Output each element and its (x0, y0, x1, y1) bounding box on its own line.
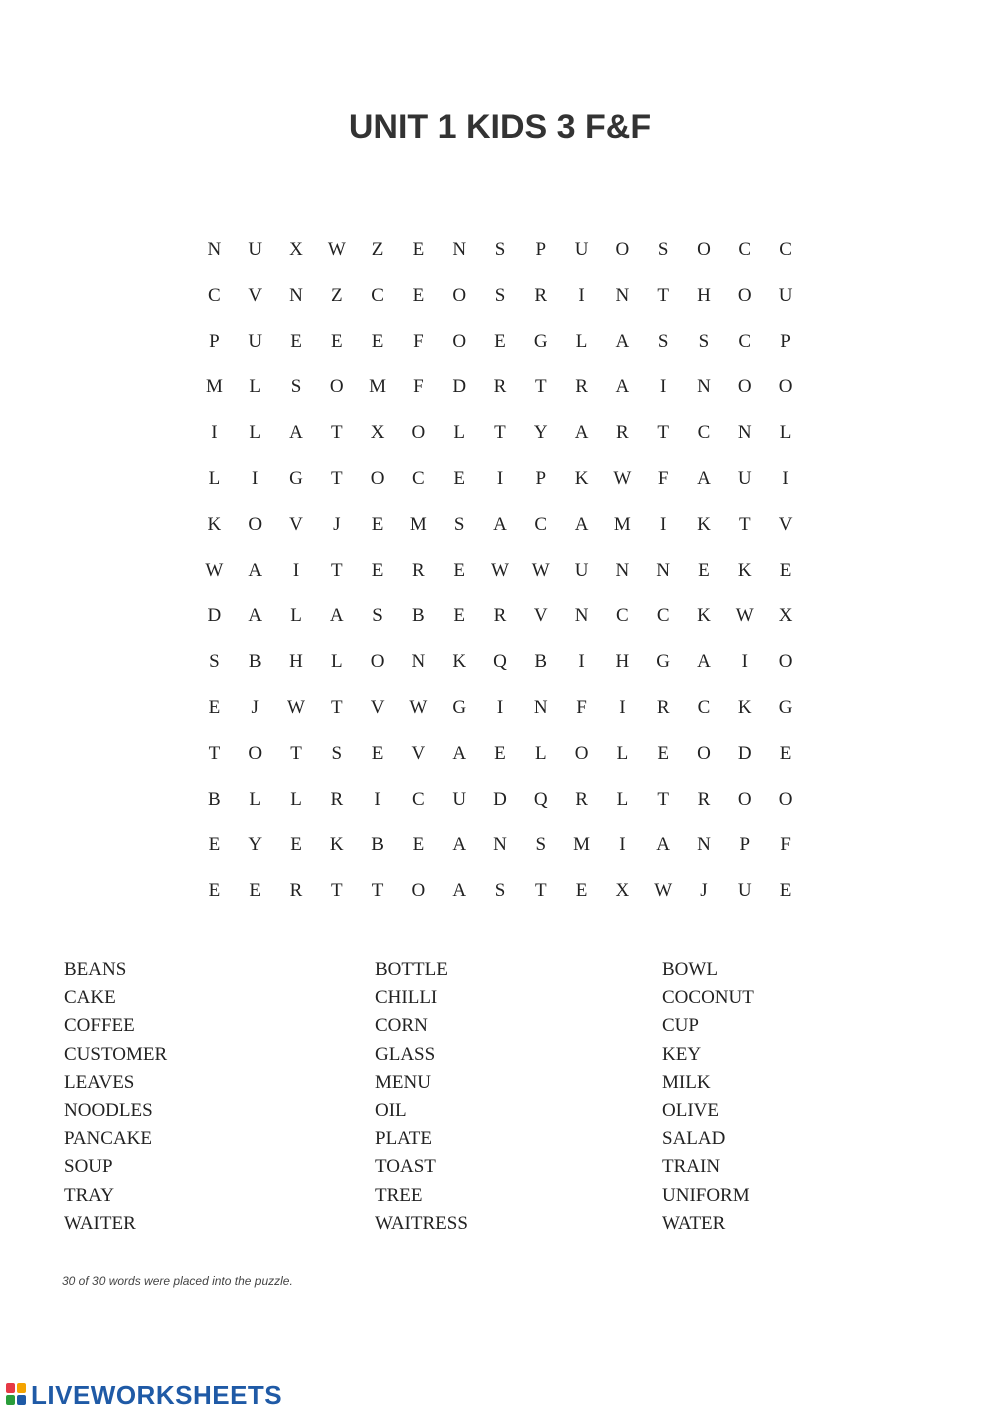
word-search-grid (194, 227, 806, 914)
grid-cell[interactable]: V (411, 742, 426, 764)
word-list-item: GLASS (375, 1043, 436, 1065)
grid-cell[interactable]: V (778, 513, 793, 535)
grid-cell[interactable]: A (615, 330, 630, 352)
grid-cell[interactable]: I (496, 696, 504, 718)
grid-cell[interactable]: N (452, 239, 467, 260)
grid-cell[interactable]: M (205, 376, 223, 398)
grid-cell[interactable]: N (737, 422, 752, 444)
grid-cell[interactable]: C (616, 605, 629, 627)
grid-cell[interactable]: R (289, 880, 303, 902)
grid-cell[interactable]: H (289, 651, 303, 673)
grid-cell[interactable]: L (330, 651, 343, 673)
grid-cell[interactable]: O (411, 880, 426, 902)
grid-cell[interactable]: E (412, 284, 425, 306)
grid-cell[interactable]: R (575, 788, 588, 810)
grid-cell[interactable]: K (697, 605, 711, 627)
grid-cell[interactable]: W (409, 696, 428, 718)
grid-cell[interactable]: O (778, 788, 793, 810)
logo-square-blue (17, 1395, 26, 1405)
grid-cell[interactable]: T (657, 284, 669, 306)
grid-cell[interactable]: E (290, 834, 302, 856)
grid-cell[interactable]: U (452, 788, 467, 810)
logo-text: LIVEWORKSHEETS (31, 1379, 283, 1410)
grid-cell[interactable]: N (615, 559, 630, 581)
grid-cell[interactable]: H (615, 651, 630, 673)
grid-cell[interactable]: I (374, 788, 381, 810)
grid-cell[interactable]: E (698, 559, 710, 581)
grid-cell[interactable]: N (411, 651, 426, 673)
grid-cell[interactable]: E (494, 330, 506, 352)
grid-cell[interactable]: I (292, 559, 300, 581)
word-list-item: SOUP (64, 1156, 113, 1178)
grid-cell[interactable]: F (576, 696, 587, 718)
grid-cell[interactable]: X (615, 880, 630, 902)
grid-cell[interactable]: S (209, 651, 220, 673)
grid-cell[interactable]: U (574, 239, 589, 260)
grid-cell[interactable]: O (697, 742, 711, 764)
grid-cell[interactable]: N (289, 284, 303, 306)
word-list-item: COCONUT (662, 987, 754, 1009)
grid-cell[interactable]: K (737, 696, 752, 718)
liveworksheets-logo-icon (6, 1383, 28, 1407)
grid-cell[interactable]: E (249, 880, 261, 902)
grid-cell[interactable]: L (575, 330, 588, 352)
word-list-item: CHILLI (375, 987, 438, 1009)
grid-cell[interactable]: O (615, 239, 630, 260)
word-list-item: MILK (662, 1071, 711, 1093)
grid-cell[interactable]: A (574, 513, 589, 535)
grid-cell[interactable]: M (613, 513, 631, 535)
grid-cell[interactable]: T (657, 422, 669, 444)
grid-cell[interactable]: E (779, 880, 792, 902)
grid-cell[interactable]: N (533, 696, 548, 718)
grid-cell[interactable]: O (697, 239, 711, 260)
grid-cell[interactable]: B (208, 788, 221, 810)
grid-cell[interactable]: G (452, 696, 467, 718)
grid-cell[interactable]: A (656, 834, 671, 856)
grid-cell[interactable]: F (413, 330, 424, 352)
grid-cell[interactable]: T (330, 696, 343, 718)
grid-cell[interactable]: W (205, 559, 224, 581)
grid-cell[interactable]: O (248, 742, 263, 764)
word-list-item: CUSTOMER (64, 1043, 168, 1065)
grid-cell[interactable]: U (248, 239, 263, 260)
grid-cell[interactable]: O (737, 284, 752, 306)
word-list-item: CAKE (64, 987, 116, 1009)
grid-cell[interactable]: O (248, 513, 263, 535)
grid-cell[interactable]: I (252, 467, 259, 489)
word-list-item: CORN (375, 1015, 428, 1037)
grid-cell[interactable]: E (494, 742, 506, 764)
grid-cell[interactable]: U (737, 467, 752, 489)
grid-cell[interactable]: T (534, 880, 547, 902)
grid-cell[interactable]: E (779, 559, 792, 581)
grid-cell[interactable]: D (207, 605, 222, 627)
grid-cell[interactable]: I (578, 284, 585, 306)
grid-cell[interactable]: O (737, 376, 752, 398)
grid-cell[interactable]: C (534, 513, 548, 535)
grid-cell[interactable]: W (327, 239, 346, 260)
grid-cell[interactable]: B (371, 834, 384, 856)
grid-cell[interactable]: A (697, 651, 711, 673)
grid-cell[interactable]: L (249, 788, 261, 810)
grid-cell[interactable]: P (209, 330, 220, 352)
grid-cell[interactable]: A (697, 467, 711, 489)
grid-cell[interactable]: L (453, 422, 465, 444)
grid-cell[interactable]: Z (330, 284, 343, 306)
word-list-item: CUP (662, 1015, 699, 1037)
grid-cell[interactable]: N (574, 605, 589, 627)
grid-cell[interactable]: C (697, 696, 711, 718)
grid-cell[interactable]: G (533, 330, 548, 352)
grid-cell[interactable]: D (452, 376, 467, 398)
grid-cell[interactable]: L (779, 422, 792, 444)
grid-cell[interactable]: A (615, 376, 630, 398)
grid-cell[interactable]: S (494, 239, 506, 260)
grid-cell[interactable]: X (778, 605, 793, 627)
grid-cell[interactable]: I (619, 834, 626, 856)
grid-cell[interactable]: O (574, 742, 589, 764)
grid-cell[interactable]: L (290, 788, 302, 810)
word-list-item: BEANS (64, 959, 127, 980)
grid-cell[interactable]: L (616, 742, 629, 764)
grid-cell[interactable]: N (656, 559, 671, 581)
grid-cell[interactable]: S (657, 239, 669, 260)
grid-cell[interactable]: P (739, 834, 751, 856)
grid-cell[interactable]: C (738, 239, 752, 260)
grid-cell[interactable]: T (494, 422, 506, 444)
grid-cell[interactable]: T (290, 742, 302, 764)
grid-cell[interactable]: P (780, 330, 791, 352)
grid-cell[interactable]: T (330, 422, 343, 444)
grid-cell[interactable]: O (370, 651, 385, 673)
grid-cell[interactable]: A (329, 605, 344, 627)
word-list-item: TOAST (375, 1156, 436, 1178)
grid-cell[interactable]: A (289, 422, 303, 444)
grid-cell[interactable]: S (535, 834, 547, 856)
grid-cell[interactable]: P (535, 467, 547, 489)
grid-cell[interactable]: W (531, 559, 550, 581)
grid-cell[interactable]: L (616, 788, 629, 810)
word-list-item: COFFEE (64, 1015, 135, 1037)
grid-cell[interactable]: S (494, 284, 506, 306)
grid-cell[interactable]: M (573, 834, 591, 856)
grid-cell[interactable]: B (248, 651, 262, 673)
grid-cell[interactable]: T (371, 880, 384, 902)
grid-cell[interactable]: O (778, 651, 793, 673)
grid-cell[interactable]: E (412, 834, 425, 856)
grid-cell[interactable]: N (697, 834, 711, 856)
word-list-item: LEAVES (64, 1071, 135, 1093)
grid-cell[interactable]: A (574, 422, 589, 444)
grid-cell[interactable]: K (697, 513, 711, 535)
grid-cell[interactable]: Y (533, 422, 548, 444)
grid-cell[interactable]: V (370, 696, 385, 718)
grid-cell[interactable]: G (656, 651, 671, 673)
grid-cell[interactable]: J (333, 513, 341, 535)
grid-cell[interactable]: O (329, 376, 344, 398)
grid-cell[interactable]: W (613, 467, 632, 489)
grid-cell[interactable]: E (290, 330, 302, 352)
grid-cell[interactable]: C (779, 239, 792, 260)
grid-cell[interactable]: I (782, 467, 789, 489)
grid-cell[interactable]: R (534, 284, 548, 306)
grid-cell[interactable]: E (330, 330, 343, 352)
grid-cell[interactable]: E (208, 880, 221, 902)
grid-cell[interactable]: K (329, 834, 344, 856)
grid-cell[interactable]: B (534, 651, 548, 673)
grid-cell[interactable]: Q (533, 788, 548, 810)
grid-cell[interactable]: A (248, 559, 263, 581)
grid-cell[interactable]: E (371, 742, 384, 764)
grid-cell[interactable]: R (697, 788, 711, 810)
grid-cell[interactable]: R (575, 376, 588, 398)
grid-cell[interactable]: C (697, 422, 711, 444)
grid-cell[interactable]: S (372, 605, 383, 627)
grid-cell[interactable]: W (735, 605, 754, 627)
logo-square-yellow (17, 1383, 26, 1393)
grid-cell[interactable]: V (289, 513, 303, 535)
grid-cell[interactable]: T (534, 376, 547, 398)
grid-cell[interactable]: J (700, 880, 708, 902)
grid-cell[interactable]: A (493, 513, 507, 535)
grid-cell[interactable]: M (369, 376, 387, 398)
word-list-item: TRAY (64, 1184, 114, 1206)
logo-square-red (6, 1383, 15, 1393)
grid-cell[interactable]: O (452, 330, 467, 352)
grid-cell[interactable]: E (412, 239, 425, 260)
placement-footnote: 30 of 30 words were placed into the puzzle. (62, 1274, 293, 1288)
grid-cell[interactable]: U (248, 330, 263, 352)
logo-square-green (6, 1395, 15, 1405)
grid-cell[interactable]: S (290, 376, 302, 398)
grid-cell[interactable]: E (453, 559, 465, 581)
grid-cell[interactable]: I (741, 651, 748, 673)
grid-cell[interactable]: R (493, 376, 507, 398)
grid-cell[interactable]: S (657, 330, 669, 352)
word-list-item: WAITRESS (375, 1212, 468, 1234)
grid-cell[interactable]: S (698, 330, 710, 352)
grid-cell[interactable]: X (370, 422, 385, 444)
grid-cell[interactable]: E (208, 696, 221, 718)
grid-cell[interactable]: E (371, 513, 384, 535)
grid-cell[interactable]: C (412, 788, 425, 810)
grid-cell[interactable]: O (778, 376, 793, 398)
grid-cell[interactable]: E (575, 880, 588, 902)
grid-cell[interactable]: E (657, 742, 669, 764)
word-list-item: UNIFORM (662, 1184, 750, 1206)
grid-cell[interactable]: U (737, 880, 752, 902)
grid-cell[interactable]: M (409, 513, 427, 535)
grid-cell[interactable]: I (211, 422, 218, 444)
grid-cell[interactable]: E (453, 605, 465, 627)
grid-cell[interactable]: E (371, 330, 384, 352)
grid-cell[interactable]: A (248, 605, 263, 627)
grid-cell[interactable]: F (780, 834, 791, 856)
grid-cell[interactable]: X (289, 239, 303, 260)
grid-cell[interactable]: I (660, 513, 667, 535)
grid-cell[interactable]: S (494, 880, 506, 902)
word-list-item: PANCAKE (64, 1128, 152, 1150)
grid-cell[interactable]: L (208, 467, 221, 489)
grid-cell[interactable]: O (452, 284, 467, 306)
word-list-item: OIL (375, 1099, 407, 1121)
grid-cell[interactable]: O (737, 788, 752, 810)
grid-cell[interactable]: T (738, 513, 751, 535)
grid-cell[interactable]: U (778, 284, 793, 306)
grid-cell[interactable]: V (248, 284, 263, 306)
grid-cell[interactable]: O (370, 467, 385, 489)
grid-cell[interactable]: E (453, 467, 465, 489)
grid-cell[interactable]: T (208, 742, 221, 764)
grid-cell[interactable]: B (412, 605, 425, 627)
grid-cell[interactable]: F (657, 467, 669, 489)
word-list-item: PLATE (375, 1128, 432, 1150)
word-list-item: KEY (662, 1043, 702, 1065)
grid-cell[interactable]: H (697, 284, 711, 306)
grid-cell[interactable]: A (452, 880, 467, 902)
grid-cell[interactable]: Q (493, 651, 507, 673)
grid-cell[interactable]: T (330, 467, 343, 489)
grid-cell[interactable]: T (657, 788, 669, 810)
grid-cell[interactable]: Y (248, 834, 263, 856)
grid-cell[interactable]: R (330, 788, 344, 810)
grid-cell[interactable]: N (207, 239, 222, 260)
grid-cell[interactable]: O (411, 422, 426, 444)
grid-cell[interactable]: L (290, 605, 302, 627)
word-list-item: WATER (662, 1212, 726, 1234)
word-list-item: BOWL (662, 959, 718, 980)
grid-cell[interactable]: C (371, 284, 384, 306)
word-list-item: MENU (375, 1071, 431, 1093)
grid-cell[interactable]: Z (371, 239, 384, 260)
word-list-item: BOTTLE (375, 959, 448, 980)
grid-cell[interactable]: R (616, 422, 629, 444)
grid-cell[interactable]: W (491, 559, 509, 581)
grid-cell[interactable]: T (330, 880, 343, 902)
grid-cell[interactable]: I (660, 376, 667, 398)
grid-cell[interactable]: P (535, 239, 547, 260)
word-list-item: WAITER (64, 1212, 136, 1234)
grid-cell[interactable]: L (249, 422, 261, 444)
worksheet-title: UNIT 1 KIDS 3 F&F (348, 108, 652, 146)
grid-cell[interactable]: G (289, 467, 303, 489)
grid-cell[interactable]: T (330, 559, 343, 581)
grid-cell[interactable]: S (453, 513, 465, 535)
word-list-item: NOODLES (64, 1099, 153, 1121)
grid-cell[interactable]: R (412, 559, 425, 581)
grid-cell[interactable]: U (574, 559, 589, 581)
grid-cell[interactable]: J (251, 696, 259, 718)
grid-cell[interactable]: R (493, 605, 507, 627)
grid-cell[interactable]: F (413, 376, 424, 398)
grid-cell[interactable]: E (208, 834, 221, 856)
word-list-item: OLIVE (662, 1099, 719, 1121)
grid-cell[interactable]: V (533, 605, 548, 627)
grid-cell[interactable]: K (207, 513, 222, 535)
grid-cell[interactable]: D (493, 788, 507, 810)
grid-cell[interactable]: K (737, 559, 752, 581)
grid-cell[interactable]: I (619, 696, 626, 718)
grid-cell[interactable]: C (412, 467, 425, 489)
grid-cell[interactable]: N (615, 284, 630, 306)
grid-cell[interactable]: A (452, 834, 467, 856)
grid-cell[interactable]: E (779, 742, 792, 764)
word-list-item: TREE (375, 1184, 423, 1206)
grid-cell[interactable]: C (208, 284, 221, 306)
grid-cell[interactable]: R (656, 696, 670, 718)
grid-cell[interactable]: K (574, 467, 589, 489)
grid-cell[interactable]: E (371, 559, 384, 581)
grid-cell[interactable]: I (578, 651, 585, 673)
grid-cell[interactable]: D (737, 742, 752, 764)
grid-cell[interactable]: W (287, 696, 305, 718)
grid-cell[interactable]: A (452, 742, 467, 764)
grid-cell[interactable]: L (249, 376, 261, 398)
word-list (64, 956, 862, 1238)
grid-cell[interactable]: G (778, 696, 793, 718)
grid-cell[interactable]: W (654, 880, 673, 902)
grid-cell[interactable]: C (656, 605, 670, 627)
grid-cell[interactable]: C (738, 330, 752, 352)
grid-cell[interactable]: I (496, 467, 504, 489)
word-list-item: TRAIN (662, 1156, 721, 1178)
grid-cell[interactable]: K (452, 651, 467, 673)
grid-cell[interactable]: N (697, 376, 711, 398)
liveworksheets-logo[interactable] (6, 1378, 282, 1412)
grid-cell[interactable]: N (493, 834, 507, 856)
grid-cell[interactable]: S (331, 742, 343, 764)
grid-cell[interactable]: L (534, 742, 547, 764)
word-list-item: SALAD (662, 1128, 726, 1150)
